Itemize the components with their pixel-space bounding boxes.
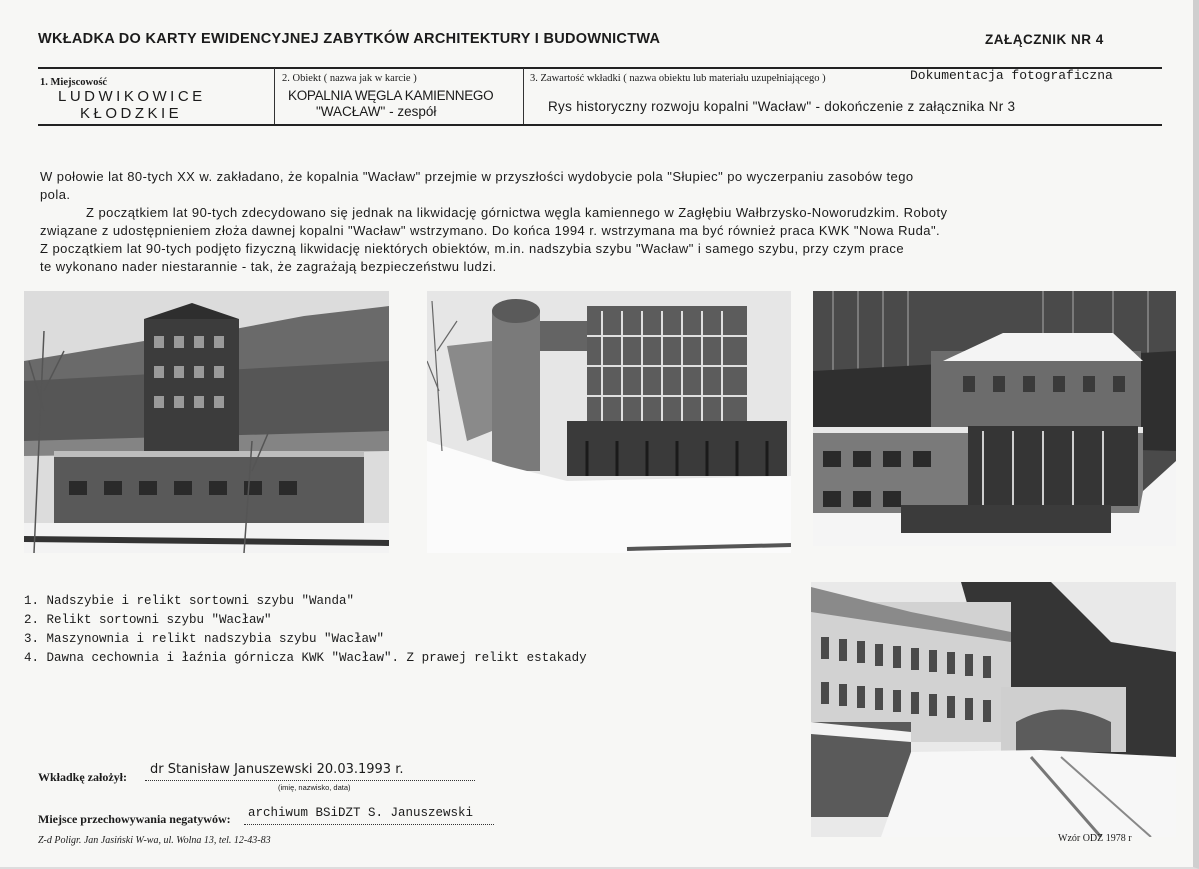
content-label: 3. Zawartość wkładki ( nazwa obiektu lub materiału uzupełniającego ) <box>530 73 826 84</box>
caption-1: 1. Nadszybie i relikt sortowni szybu "Wanda" <box>24 594 355 608</box>
photo-sorting-plant-ruins-icon <box>427 291 791 553</box>
form-code: Wzór ODZ 1978 r <box>1058 833 1132 844</box>
paragraph2-line4: te wykonano nader niestarannie - tak, że zagrażają bezpieczeństwu ludzi. <box>40 259 497 274</box>
object-line2: "WACŁAW" - zespół <box>316 104 437 119</box>
caption-3: 3. Maszynownia i relikt nadszybia szybu "Wacław" <box>24 632 385 646</box>
author-value: dr Stanisław Januszewski 20.03.1993 r. <box>150 762 404 777</box>
paragraph2-line3: Z początkiem lat 90-tych podjęto fizyczną likwidację niektórych obiektów, m.in. nadszybia szybu "Wacław" i samego szybu, przy czym prace <box>40 241 904 256</box>
photo-3-engine-house <box>813 291 1176 546</box>
locality-line2: KŁODZKIE <box>80 105 183 122</box>
photo-mine-headframe-icon <box>24 291 389 553</box>
caption-4: 4. Dawna cechownia i łaźnia górnicza KWK "Wacław". Z prawej relikt estakady <box>24 651 587 665</box>
photo-bathhouse-street-icon <box>811 582 1176 837</box>
photo-2-waclaw-sorting-plant <box>427 291 791 553</box>
attachment-number: ZAŁĄCZNIK NR 4 <box>985 32 1104 47</box>
paragraph1-line2: pola. <box>40 187 71 202</box>
author-dotline <box>145 780 475 781</box>
storage-dotline <box>244 824 494 825</box>
locality-line1: LUDWIKOWICE <box>58 88 206 105</box>
field-divider-2 <box>523 68 524 124</box>
header-bottom-rule <box>38 124 1162 126</box>
author-hint: (imię, nazwisko, data) <box>278 783 351 792</box>
content-value-history: Rys historyczny rozwoju kopalni "Wacław" - dokończenie z załącznika Nr 3 <box>548 99 1016 114</box>
photo-1-wanda-headframe <box>24 291 389 553</box>
author-label: Wkładkę założył: <box>38 770 127 784</box>
field-divider-1 <box>274 68 275 124</box>
storage-value: archiwum BSiDZT S. Januszewski <box>248 806 474 820</box>
storage-label: Miejsce przechowywania negatywów: <box>38 812 231 826</box>
photo-engine-house-icon <box>813 291 1176 546</box>
content-value-photo-doc: Dokumentacja fotograficzna <box>910 68 1113 83</box>
paragraph2-line2: związane z udostępnieniem złoża dawnej kopalni "Wacław" wstrzymano. Do końca 1994 r. wstrzymana ma być również praca KWK "Nowa Ruda". <box>40 223 941 238</box>
object-line1: KOPALNIA WĘGLA KAMIENNEGO <box>288 88 494 103</box>
photo-4-bathhouse <box>811 582 1176 837</box>
caption-2: 2. Relikt sortowni szybu "Wacław" <box>24 613 272 627</box>
photo-captions <box>24 592 587 668</box>
document-title: WKŁADKA DO KARTY EWIDENCYJNEJ ZABYTKÓW ARCHITEKTURY I BUDOWNICTWA <box>38 31 661 47</box>
history-text <box>40 168 1180 276</box>
printer-imprint: Z-d Poligr. Jan Jasiński W-wa, ul. Wolna 13, tel. 12-43-83 <box>38 835 271 846</box>
paragraph1-line1: W połowie lat 80-tych XX w. zakładano, że kopalnia "Wacław" przejmie w przyszłości wydobycie pola "Słupiec" po wyczerpaniu zasobów tego <box>40 169 914 184</box>
paragraph2-line1: Z początkiem lat 90-tych zdecydowano się jednak na likwidację górnictwa węgla kamiennego w Zagłębiu Wałbrzysko-Noworudzkim. Roboty <box>86 205 948 220</box>
locality-label: 1. Miejscowość <box>40 77 108 88</box>
object-label: 2. Obiekt ( nazwa jak w karcie ) <box>282 73 417 84</box>
